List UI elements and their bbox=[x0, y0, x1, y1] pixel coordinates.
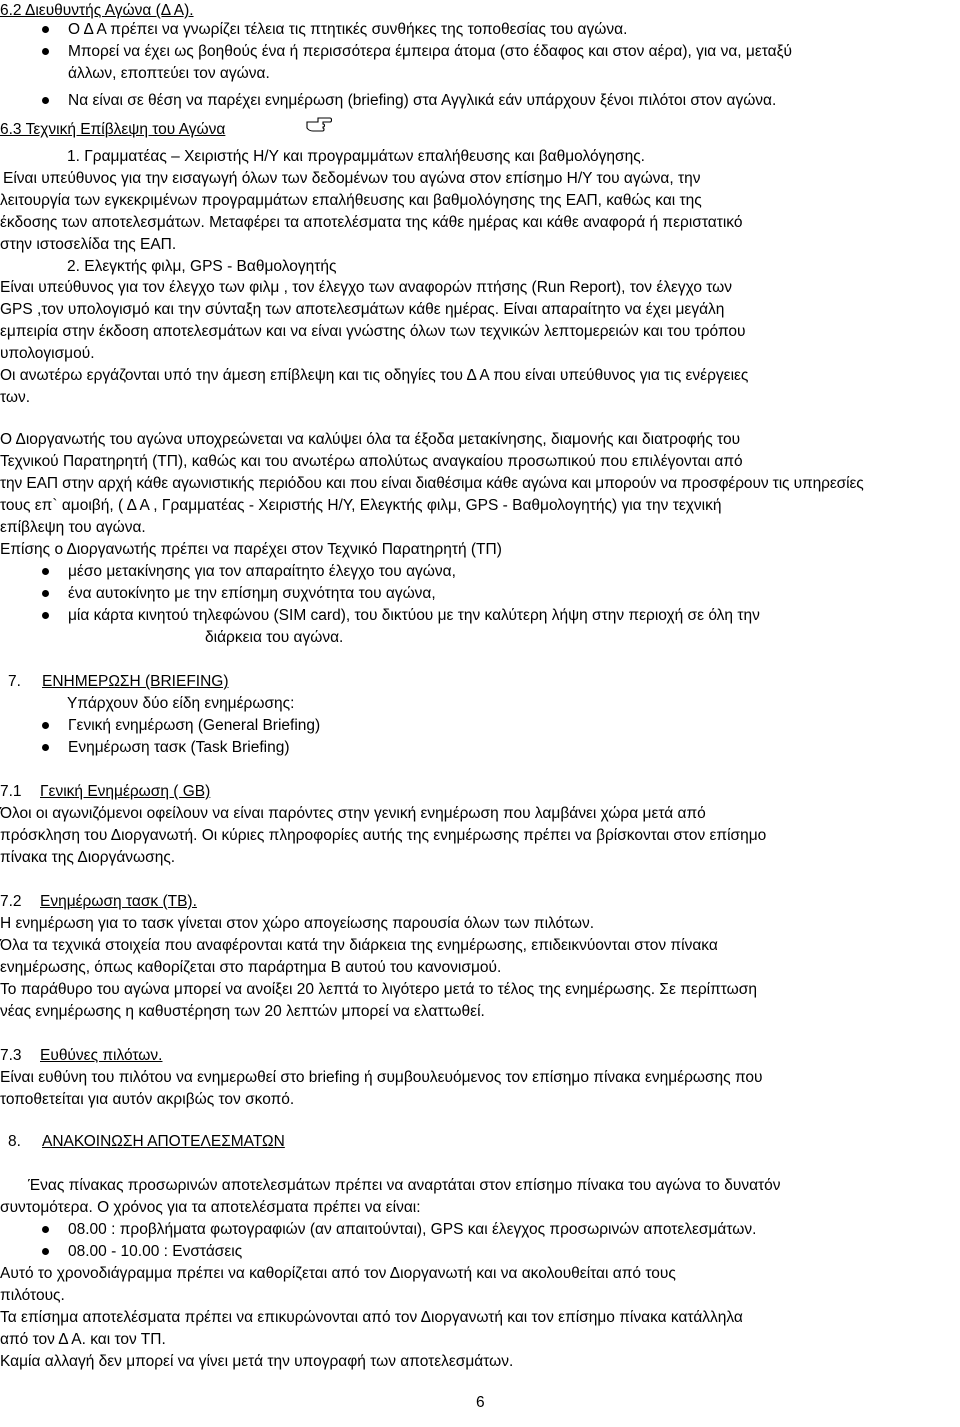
pointing-hand-icon bbox=[306, 114, 332, 132]
bullet-icon bbox=[42, 1248, 49, 1255]
paragraph-line: Είναι ευθύνη του πιλότου να ενημερωθεί στο briefing ή συμβουλευόμενος τον επίσημο πίνακα ενημέρωσης που bbox=[0, 1069, 763, 1086]
paragraph-line: Η ενημέρωση για το τασκ γίνεται στον χώρο απογείωσης παρουσία όλων των πιλότων. bbox=[0, 915, 595, 932]
bullet-icon bbox=[42, 97, 49, 104]
bullet-icon bbox=[42, 744, 49, 751]
paragraph-line: Όλοι οι αγωνιζόμενοι οφείλουν να είναι παρόντες στην γενική ενημέρωση που λαμβάνει χώρα μετά από bbox=[0, 805, 706, 822]
paragraph-line: πρόσκληση του Διοργανωτή. Οι κύριες πληροφορίες αυτής της ενημέρωσης πρέπει να βρίσκονται στον επίσημο bbox=[0, 827, 767, 844]
bullet-item: μία κάρτα κινητού τηλεφώνου (SIM card), του δικτύου με την καλύτερη λήψη στην περιοχή σε όλη την bbox=[68, 607, 760, 624]
paragraph-line: Αυτό το χρονοδιάγραμμα πρέπει να καθορίζεται από τον Διοργανωτή και να ακολουθείται από τους bbox=[0, 1265, 676, 1282]
paragraph-line: λειτουργία των εγκεκριμένων προγραμμάτων επαλήθευσης και βαθμολόγησης της ΕΑΠ, καθώς και της bbox=[0, 192, 702, 209]
section-8-heading: ΑΝΑΚΟΙΝΩΣΗ ΑΠΟΤΕΛΕΣΜΑΤΩΝ bbox=[42, 1133, 285, 1150]
paragraph-line: Καμία αλλαγή δεν μπορεί να γίνει μετά την υπογραφή των αποτελεσμάτων. bbox=[0, 1353, 514, 1370]
bullet-icon bbox=[42, 26, 49, 33]
bullet-item: ένα αυτοκίνητο με την επίσημη συχνότητα του αγώνα, bbox=[68, 585, 436, 602]
paragraph-line: Να είναι σε θέση να παρέχει ενημέρωση (briefing) στα Αγγλικά εάν υπάρχουν ξένοι πιλότοι στον αγώνα. bbox=[68, 92, 777, 109]
bullet-item: μέσο μετακίνησης για τον απαραίτητο έλεγχο του αγώνα, bbox=[68, 563, 456, 580]
bullet-icon bbox=[42, 590, 49, 597]
section-8-number: 8. bbox=[8, 1133, 21, 1150]
section-7-1-number: 7.1 bbox=[0, 783, 22, 800]
paragraph-line: υπολογισμού. bbox=[0, 345, 95, 362]
numbered-item: 2. Ελεγκτής φιλμ, GPS - Βαθμολογητής bbox=[67, 258, 337, 275]
paragraph-line: Υπάρχουν δύο είδη ενημέρωσης: bbox=[67, 695, 295, 712]
section-6-2-heading: 6.2 Διευθυντής Αγώνα (Δ Α). bbox=[0, 2, 194, 19]
section-7-1-heading: Γενική Ενημέρωση ( GB) bbox=[40, 783, 211, 800]
bullet-item: 08.00 - 10.00 : Ενστάσεις bbox=[68, 1243, 243, 1260]
bullet-item: διάρκεια του αγώνα. bbox=[205, 629, 344, 646]
paragraph-line: GPS ,τον υπολογισμό και την σύνταξη των αποτελεσμάτων κάθε ημέρας. Είναι απαραίτητο να έχει μεγάλη bbox=[0, 301, 725, 318]
section-7-3-number: 7.3 bbox=[0, 1047, 22, 1064]
bullet-icon bbox=[42, 1226, 49, 1233]
bullet-icon bbox=[42, 48, 49, 55]
bullet-icon bbox=[42, 612, 49, 619]
paragraph-line: την ΕΑΠ στην αρχή κάθε αγωνιστικής περιόδου και που είναι διαθέσιμα κάθε αγώνα και μπορούν να προσφέρουν τις υπηρεσίες bbox=[0, 475, 864, 492]
paragraph-line: συντομότερα. Ο χρόνος για τα αποτελέσματα πρέπει να είναι: bbox=[0, 1199, 421, 1216]
section-7-2-number: 7.2 bbox=[0, 893, 22, 910]
paragraph-line: Ο Δ Α πρέπει να γνωρίζει τέλεια τις πτητικές συνθήκες της τοποθεσίας του αγώνα. bbox=[68, 21, 628, 38]
numbered-item: 1. Γραμματέας – Χειριστής Η/Υ και προγραμμάτων επαλήθευσης και βαθμολόγησης. bbox=[67, 148, 645, 165]
paragraph-line: άλλων, εποπτεύει τον αγώνα. bbox=[68, 65, 270, 82]
bullet-item: 08.00 : προβλήματα φωτογραφιών (αν απαιτούνται), GPS και έλεγχος προσωρινών αποτελεσμάτων. bbox=[68, 1221, 757, 1238]
paragraph-line: νέας ενημέρωσης η καθυστέρηση των 20 λεπτών μπορεί να ελαττωθεί. bbox=[0, 1003, 485, 1020]
paragraph-line: των. bbox=[0, 389, 31, 406]
paragraph-line: πίνακα της Διοργάνωσης. bbox=[0, 849, 176, 866]
paragraph-line: Μπορεί να έχει ως βοηθούς ένα ή περισσότερα έμπειρα άτομα (στο έδαφος και στον αέρα), για να, μεταξύ bbox=[68, 43, 793, 60]
paragraph-line: ενημέρωσης, όπως καθορίζεται στο παράρτημα Β αυτού του κανονισμού. bbox=[0, 959, 502, 976]
paragraph-line: Ο Διοργανωτής του αγώνα υποχρεώνεται να καλύψει όλα τα έξοδα μετακίνησης, διαμονής και διατροφής του bbox=[0, 431, 741, 448]
paragraph-line: έκδοσης των αποτελεσμάτων. Μεταφέρει τα αποτελέσματα της κάθε ημέρας και κάθε αναφορά ή περιστατικό bbox=[0, 214, 743, 231]
bullet-icon bbox=[42, 722, 49, 729]
paragraph-line: Επίσης ο Διοργανωτής πρέπει να παρέχει στον Τεχνικό Παρατηρητή (ΤΠ) bbox=[0, 541, 502, 558]
paragraph-line: τοποθετείται για αυτόν ακριβώς τον σκοπό. bbox=[0, 1091, 295, 1108]
section-7-3-heading: Ευθύνες πιλότων. bbox=[40, 1047, 163, 1064]
bullet-item: Ενημέρωση τασκ (Task Briefing) bbox=[68, 739, 290, 756]
paragraph-line: στην ιστοσελίδα της ΕΑΠ. bbox=[0, 236, 177, 253]
paragraph-line: εμπειρία στην έκδοση αποτελεσμάτων και να είναι γνώστης όλων των τεχνικών λεπτομερειών και του τρόπου bbox=[0, 323, 746, 340]
paragraph-line: Είναι υπεύθυνος για τον έλεγχο των φιλμ , τον έλεγχο των αναφορών πτήσης (Run Report), τον έλεγχο των bbox=[0, 279, 733, 296]
paragraph-line: πιλότους. bbox=[0, 1287, 65, 1304]
paragraph-line: Τα επίσημα αποτελέσματα πρέπει να επικυρώνονται από τον Διοργανωτή και τον επίσημο πίνακα κατάλληλα bbox=[0, 1309, 743, 1326]
paragraph-line: από τον Δ Α. και τον ΤΠ. bbox=[0, 1331, 166, 1348]
section-7-heading: ΕΝΗΜΕΡΩΣΗ (BRIEFING) bbox=[42, 673, 229, 690]
paragraph-line: Οι ανωτέρω εργάζονται υπό την άμεση επίβλεψη και τις οδηγίες του Δ Α που είναι υπεύθυνος για τις ενέργειες bbox=[0, 367, 749, 384]
paragraph-line: Ένας πίνακας προσωρινών αποτελεσμάτων πρέπει να αναρτάται στον επίσημο πίνακα του αγώνα το δυνατόν bbox=[28, 1177, 781, 1194]
section-7-2-heading: Ενημέρωση τασκ (ΤΒ). bbox=[40, 893, 197, 910]
paragraph-line: Είναι υπεύθυνος για την εισαγωγή όλων των δεδομένων του αγώνα στον επίσημο Η/Υ του αγώνα, την bbox=[3, 170, 701, 187]
bullet-item: Γενική ενημέρωση (General Briefing) bbox=[68, 717, 321, 734]
section-6-3-heading: 6.3 Τεχνική Επίβλεψη του Αγώνα bbox=[0, 121, 226, 138]
section-7-number: 7. bbox=[8, 673, 21, 690]
paragraph-line: Όλα τα τεχνικά στοιχεία που αναφέρονται κατά την διάρκεια της ενημέρωσης, επιδεικνύονται στον πίνακα bbox=[0, 937, 718, 954]
page-number: 6 bbox=[476, 1394, 485, 1411]
paragraph-line: Το παράθυρο του αγώνα μπορεί να ανοίξει 20 λεπτά το λιγότερο μετά το τέλος της ενημέρωσης. Σε περίπτωση bbox=[0, 981, 757, 998]
bullet-icon bbox=[42, 568, 49, 575]
paragraph-line: τους επ` αμοιβή, ( Δ Α , Γραμματέας - Χειριστής Η/Υ, Ελεγκτής φιλμ, GPS - Βαθμολογητής) για την τεχνική bbox=[0, 497, 722, 514]
paragraph-line: επίβλεψη του αγώνα. bbox=[0, 519, 146, 536]
paragraph-line: Τεχνικού Παρατηρητή (ΤΠ), καθώς και του ανωτέρω απολύτως αναγκαίου προσωπικού που επιλέγονται από bbox=[0, 453, 743, 470]
